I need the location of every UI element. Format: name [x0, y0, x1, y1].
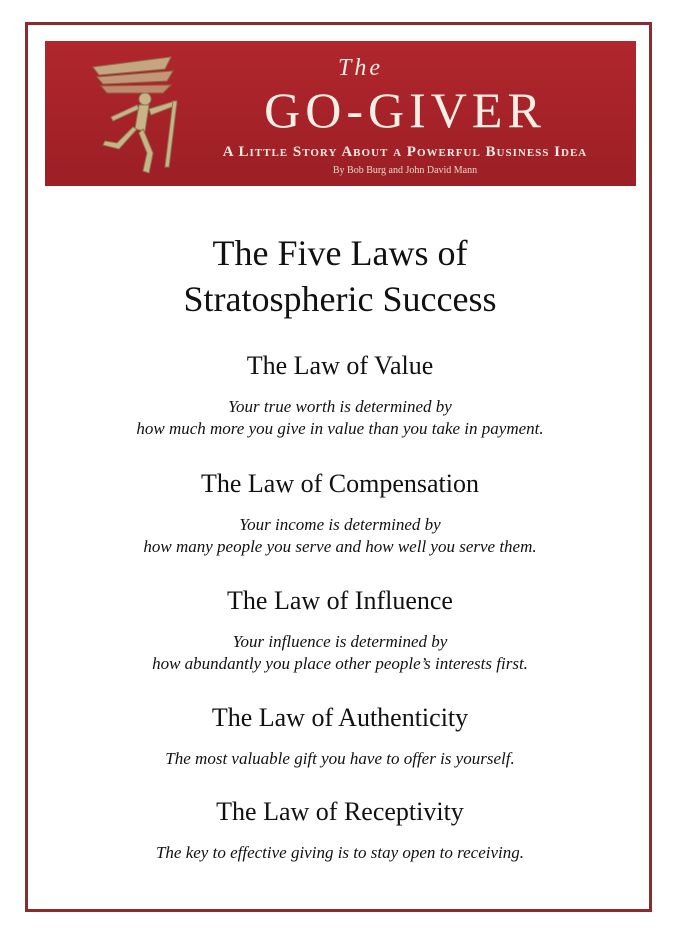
law-description: The key to effective giving is to stay open to receiving.: [155, 843, 525, 862]
law-heading: The Law of Receptivity: [216, 797, 464, 826]
banner-the-text: The: [338, 55, 383, 81]
law-description: Your true worth is determined by how much more you give in value than you take in payment.: [136, 397, 544, 438]
law-compensation: [40, 468, 640, 558]
banner-tagline: A Little Story About a Powerful Business Idea: [222, 144, 588, 160]
law-receptivity: [40, 796, 640, 864]
law-authenticity: [40, 702, 640, 770]
law-heading: The Law of Authenticity: [211, 703, 469, 732]
banner-book-title: GO-GIVER: [264, 82, 546, 138]
law-description: The most valuable gift you have to offer is yourself.: [165, 749, 515, 768]
law-heading: The Law of Influence: [227, 586, 453, 615]
law-influence: [40, 585, 640, 675]
law-description: Your influence is determined by how abundantly you place other people’s interests first.: [152, 632, 528, 673]
banner-authors: By Bob Burg and John David Mann: [332, 165, 478, 176]
law-description: Your income is determined by how many people you serve and how well you serve them.: [143, 515, 537, 556]
page-title: The Five Laws of Stratospheric Success: [183, 233, 497, 319]
law-heading: The Law of Compensation: [201, 469, 479, 498]
law-heading: The Law of Value: [246, 351, 434, 380]
book-banner: [45, 41, 636, 186]
law-value: [40, 350, 640, 440]
